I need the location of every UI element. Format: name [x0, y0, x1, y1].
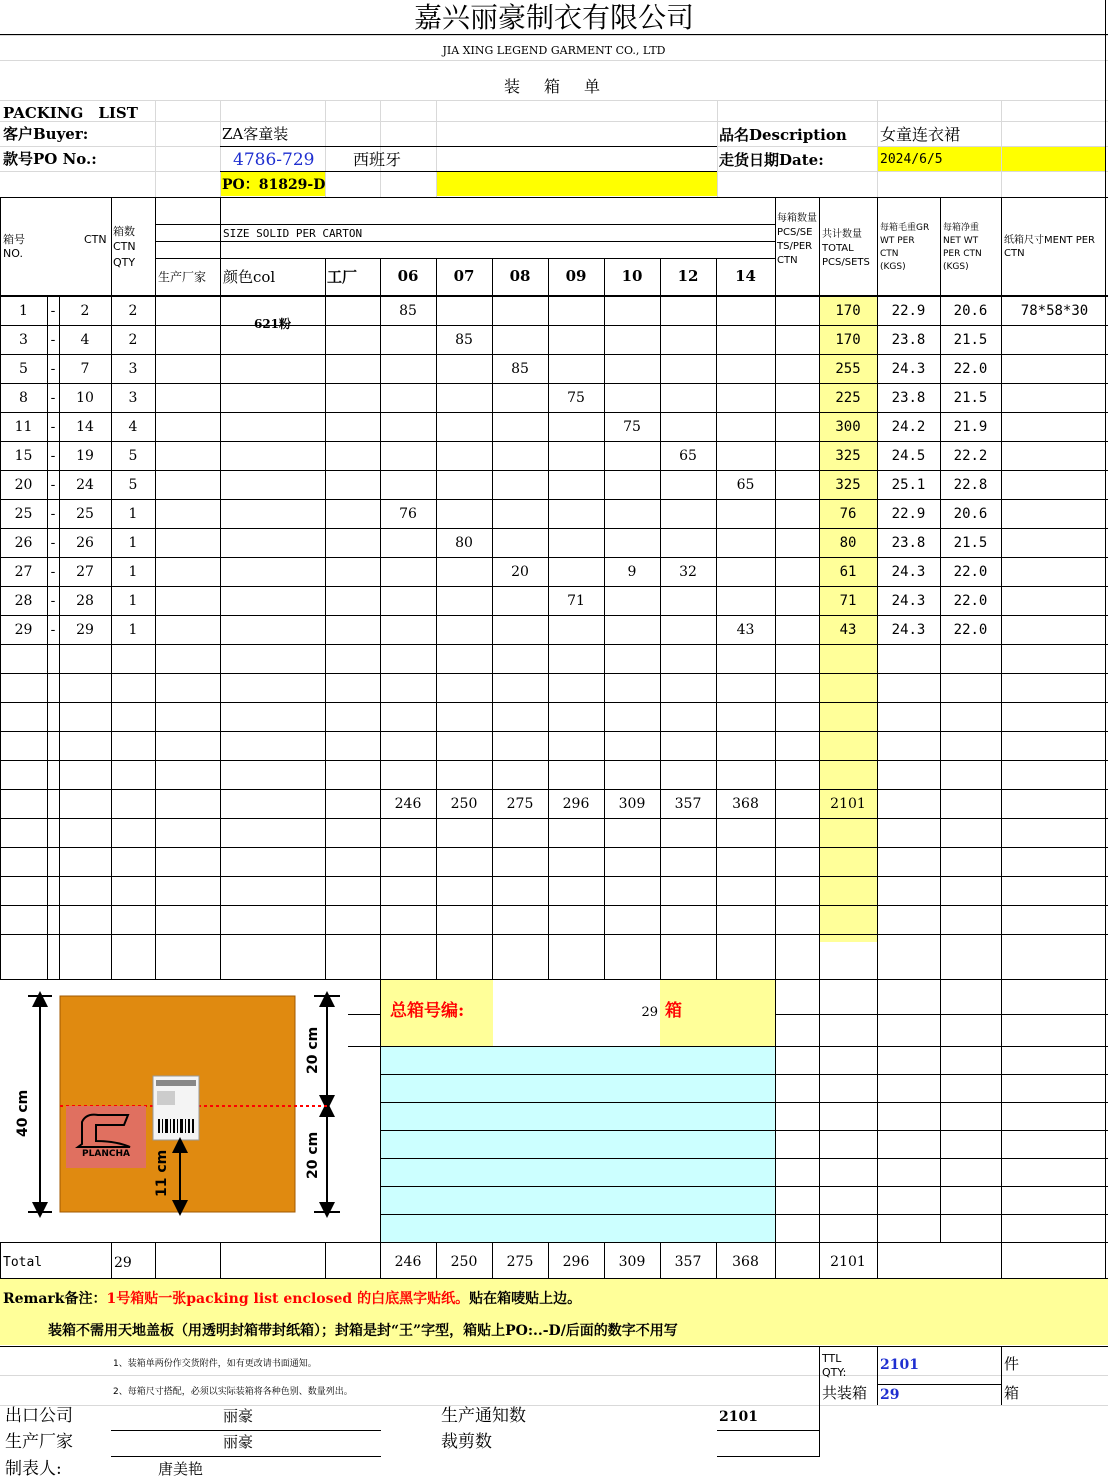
- header-factory: 工厂: [327, 268, 358, 286]
- column-line: [660, 258, 661, 979]
- remark-label: Remark备注：: [3, 1291, 107, 1307]
- row-size-qty: 80: [455, 535, 473, 551]
- remark-line-2: 装箱不需用天地盖板（用透明封箱带封纸箱）；封箱是封“王”字型，箱贴上PO:..-D/后面的数字不用写: [48, 1323, 678, 1339]
- column-line: [604, 258, 605, 979]
- rule: [155, 224, 775, 225]
- remark-black-text: 贴在箱唛贴上边。: [469, 1291, 582, 1307]
- row-net-weight: 21.5: [953, 332, 988, 348]
- row-line: [0, 905, 1108, 906]
- row-box-to: 7: [80, 361, 90, 377]
- column-line: [775, 1242, 776, 1278]
- row-box-to: 19: [76, 448, 94, 464]
- total-size: 275: [506, 1254, 534, 1270]
- row-total: 325: [835, 448, 861, 464]
- header-gross-weight: 每箱毛重GR WT PER CTN (KGS): [880, 223, 930, 273]
- row-line: [380, 1046, 775, 1047]
- rule: [0, 1346, 1108, 1347]
- rule: [0, 1278, 1108, 1279]
- row-dash: -: [50, 390, 56, 406]
- rule: [877, 1384, 1001, 1385]
- subtotal-size: 368: [732, 796, 759, 812]
- row-net-weight: 22.2: [953, 448, 988, 464]
- row-line: [775, 1046, 1108, 1047]
- row-box-from: 5: [19, 361, 28, 377]
- row-total: 43: [839, 622, 857, 638]
- row-dash: -: [50, 477, 56, 493]
- row-ctn-qty: 3: [128, 361, 138, 377]
- row-size-qty: 32: [679, 564, 697, 580]
- size-header-09: 09: [565, 267, 587, 285]
- row-size-qty: 20: [511, 564, 529, 580]
- row-size-qty: 75: [567, 390, 585, 406]
- column-line: [819, 979, 820, 1242]
- column-line: [877, 1346, 878, 1405]
- po-country: 西班牙: [353, 150, 402, 169]
- ctn-total-value: 29: [880, 1387, 900, 1403]
- row-gross-weight: 24.3: [891, 593, 926, 609]
- row-size-qty: 65: [736, 477, 755, 493]
- row-net-weight: 21.9: [953, 419, 988, 435]
- maker-value: 唐美艳: [158, 1460, 204, 1478]
- row-box-from: 3: [19, 332, 28, 348]
- row-measurement: 78*58*30: [1020, 303, 1089, 319]
- row-line: [0, 760, 1108, 761]
- row-dash: -: [50, 448, 56, 464]
- row-total: 80: [839, 535, 857, 551]
- row-total: 76: [839, 506, 857, 522]
- ctn-total-unit: 箱: [1004, 1384, 1020, 1402]
- rule: [155, 258, 775, 259]
- row-line: [775, 1014, 1108, 1015]
- row-ctn-qty: 2: [128, 332, 138, 348]
- row-dash: -: [50, 622, 56, 638]
- rule: [220, 171, 717, 172]
- row-net-weight: 20.6: [953, 303, 988, 319]
- subtotal-size: 250: [450, 796, 478, 812]
- po-number: PO：81829-D: [222, 177, 326, 193]
- column-line: [325, 1242, 326, 1278]
- row-line: [775, 1102, 1108, 1103]
- remark-red-text: 1号箱贴一张packing list enclosed 的白底黑字贴纸。: [106, 1291, 470, 1307]
- row-ctn-qty: 1: [128, 535, 138, 551]
- column-line: [877, 979, 878, 1242]
- row-total: 170: [835, 332, 861, 348]
- grid-line-light: [0, 1405, 1108, 1406]
- row-box-to: 14: [76, 419, 94, 435]
- row-gross-weight: 24.3: [891, 622, 926, 638]
- grid-line-light: [0, 1375, 1108, 1376]
- note-1: 1、装箱单两份作交货附件，如有更改请书面通知。: [113, 1359, 317, 1369]
- row-dash: -: [50, 419, 56, 435]
- row-box-to: 2: [80, 303, 90, 319]
- row-net-weight: 22.8: [953, 477, 988, 493]
- rule: [111, 1456, 381, 1457]
- column-line: [1105, 1242, 1106, 1278]
- row-dash: -: [50, 361, 56, 377]
- total-size: 250: [450, 1254, 478, 1270]
- total-size: 357: [674, 1254, 702, 1270]
- row-gross-weight: 25.1: [891, 477, 926, 493]
- row-size-qty: 9: [627, 564, 637, 580]
- header-manufacturer: 生产厂家: [158, 270, 207, 284]
- total-label: Total: [3, 1255, 43, 1270]
- column-line: [877, 1242, 878, 1278]
- buyer-value: ZA客童装: [222, 125, 289, 143]
- column-line: [325, 258, 326, 979]
- column-line: [155, 197, 156, 979]
- header-measurement: 纸箱尺寸MENT PER CTN: [1004, 235, 1096, 259]
- row-line: [380, 1102, 775, 1103]
- rule: [155, 241, 775, 242]
- column-line: [220, 1242, 221, 1278]
- row-net-weight: 22.0: [953, 361, 988, 377]
- row-ctn-qty: 1: [128, 506, 138, 522]
- total-grand: 2101: [830, 1254, 866, 1270]
- row-gross-weight: 24.5: [891, 448, 926, 464]
- grid-line-light: [0, 60, 1108, 61]
- row-line: [0, 702, 1108, 703]
- row-ctn-qty: 3: [128, 390, 138, 406]
- row-size-qty: 85: [511, 361, 529, 377]
- row-box-from: 27: [14, 564, 33, 580]
- dim-height-text: 40 cm: [15, 1089, 31, 1137]
- po-style-value: 4786-729: [233, 150, 315, 170]
- rule: [717, 1456, 820, 1457]
- row-line: [380, 1130, 775, 1131]
- row-gross-weight: 22.9: [891, 303, 926, 319]
- row-net-weight: 20.6: [953, 506, 988, 522]
- total-size: 368: [732, 1254, 759, 1270]
- carton-total-label: 总箱号编:: [390, 1001, 465, 1021]
- total-size: 296: [562, 1254, 590, 1270]
- column-line: [380, 258, 381, 979]
- row-size-qty: 71: [567, 593, 585, 609]
- maker-label: 制表人:: [5, 1459, 62, 1479]
- row-box-from: 15: [14, 448, 33, 464]
- header-net-weight: 每箱净重 NET WT PER CTN (KGS): [943, 223, 982, 273]
- row-ctn-qty: 1: [128, 564, 138, 580]
- row-box-to: 28: [76, 593, 94, 609]
- column-line: [1001, 1242, 1002, 1278]
- row-box-from: 8: [19, 390, 28, 406]
- dim-label-text: 11 cm: [154, 1149, 170, 1197]
- date-label: 走货日期Date:: [719, 151, 824, 169]
- production-notice-label: 生产通知数: [441, 1406, 526, 1426]
- row-line: [0, 847, 1108, 848]
- column-line: [0, 1242, 1, 1278]
- row-ctn-qty: 5: [128, 477, 138, 493]
- production-notice-value: 2101: [719, 1409, 758, 1425]
- row-box-from: 11: [14, 419, 33, 435]
- row-gross-weight: 23.8: [891, 535, 926, 551]
- row-box-from: 25: [14, 506, 33, 522]
- column-line: [436, 258, 437, 979]
- grid-line-light: [380, 100, 381, 197]
- doc-title-en: PACKING LIST: [3, 104, 138, 122]
- row-box-to: 24: [76, 477, 94, 493]
- subtotal-size: 296: [562, 796, 590, 812]
- row-dash: -: [50, 332, 56, 348]
- row-line: [380, 1158, 775, 1159]
- grid-line-light: [220, 100, 221, 197]
- row-line: [0, 876, 1108, 877]
- row-gross-weight: 24.2: [891, 419, 926, 435]
- manufacturer-value: 丽豪: [223, 1433, 254, 1451]
- po-extra-fill: [436, 172, 717, 196]
- row-total: 61: [839, 564, 857, 580]
- column-line: [775, 979, 776, 1242]
- row-line: [380, 1074, 775, 1075]
- row-size-qty: 75: [623, 419, 641, 435]
- export-company-value: 丽豪: [223, 1407, 254, 1425]
- row-line: [380, 1186, 775, 1187]
- row-line: [775, 1074, 1108, 1075]
- manufacturer-label: 生产厂家: [5, 1432, 73, 1452]
- company-name-en: JIA XING LEGEND GARMENT CO., LTD: [442, 44, 666, 57]
- ttl-qty-unit: 件: [1004, 1355, 1020, 1373]
- row-line: [775, 1130, 1108, 1131]
- row-gross-weight: 23.8: [891, 332, 926, 348]
- subtotal-size: 357: [674, 796, 702, 812]
- column-line: [380, 979, 381, 1242]
- remark-line-1: [3, 1292, 581, 1306]
- rule: [717, 1430, 820, 1431]
- row-ctn-qty: 4: [128, 419, 138, 435]
- row-box-to: 27: [76, 564, 94, 580]
- description-label: 品名Description: [719, 126, 847, 144]
- row-net-weight: 21.5: [953, 535, 988, 551]
- row-dash: -: [50, 506, 56, 522]
- header-box-no: 箱号 NO.: [3, 233, 25, 261]
- row-total: 325: [835, 477, 861, 493]
- row-box-to: 26: [76, 535, 94, 551]
- color-value: 621粉: [253, 317, 292, 331]
- column-line: [155, 1242, 156, 1278]
- row-ctn-qty: 1: [128, 593, 138, 609]
- row-net-weight: 22.0: [953, 593, 988, 609]
- header-color: 颜色col: [223, 268, 276, 286]
- column-line: [819, 1346, 820, 1405]
- row-total: 300: [835, 419, 861, 435]
- ctn-total-label: 共装箱: [822, 1384, 868, 1402]
- dim-top-text: 20 cm: [305, 1026, 321, 1074]
- row-ctn-qty: 1: [128, 622, 138, 638]
- grid-line-light: [155, 100, 156, 197]
- grid-line-light: [0, 100, 1108, 101]
- row-net-weight: 22.0: [953, 622, 988, 638]
- row-total: 225: [835, 390, 861, 406]
- plancha-text: PLANCHA: [82, 1149, 130, 1159]
- row-line: [775, 1186, 1108, 1187]
- dim-bottom-text: 20 cm: [305, 1131, 321, 1179]
- rule: [220, 146, 717, 147]
- carton-total-count: 29: [641, 1005, 658, 1020]
- description-value: 女童连衣裙: [880, 125, 961, 144]
- size-header-12: 12: [677, 267, 699, 285]
- header-size-solid: SIZE SOLID PER CARTON: [223, 227, 363, 240]
- dim-height-arrow: [28, 996, 52, 1212]
- subtotal-size: 309: [618, 796, 646, 812]
- column-line: [111, 1242, 112, 1278]
- row-box-to: 29: [76, 622, 94, 638]
- total-size: 246: [394, 1254, 422, 1270]
- row-total: 255: [835, 361, 861, 377]
- rule: [0, 34, 1108, 35]
- size-header-07: 07: [453, 267, 475, 285]
- total-size: 309: [618, 1254, 646, 1270]
- column-line: [548, 258, 549, 979]
- row-gross-weight: 22.9: [891, 506, 926, 522]
- row-line: [380, 1214, 775, 1215]
- row-line: [0, 934, 1108, 935]
- row-size-qty: 65: [679, 448, 697, 464]
- grid-line-light: [717, 100, 718, 197]
- row-line: [775, 1214, 1108, 1215]
- po-label: 款号PO No.:: [3, 150, 97, 168]
- doc-title-cn: 装 箱 单: [503, 77, 604, 96]
- row-box-to: 10: [76, 390, 94, 406]
- ttl-qty-value: 2101: [880, 1357, 919, 1373]
- row-ctn-qty: 2: [128, 303, 138, 319]
- column-line: [220, 197, 221, 979]
- export-company-label: 出口公司: [5, 1406, 73, 1426]
- header-ctn: CTN: [84, 233, 107, 246]
- row-net-weight: 22.0: [953, 564, 988, 580]
- row-box-from: 26: [14, 535, 33, 551]
- row-total: 71: [839, 593, 857, 609]
- row-dash: -: [50, 593, 56, 609]
- size-header-10: 10: [621, 267, 643, 285]
- carton-total-unit: 箱: [665, 1001, 682, 1021]
- column-line: [1105, 979, 1106, 1242]
- note-2: 2、每箱尺寸搭配，必须以实际装箱将各种色别、数量列出。: [113, 1387, 353, 1397]
- row-net-weight: 21.5: [953, 390, 988, 406]
- header-ctn-qty: 箱数 CTN QTY: [113, 225, 136, 269]
- ttl-qty-label: TTL QTY:: [822, 1352, 847, 1380]
- subtotal-size: 275: [506, 796, 534, 812]
- row-box-from: 28: [14, 593, 33, 609]
- header-total-pcs: 共计数量 TOTAL PCS/SETS: [822, 229, 870, 268]
- row-gross-weight: 23.8: [891, 390, 926, 406]
- row-size-qty: 85: [399, 303, 417, 319]
- row-box-to: 25: [76, 506, 94, 522]
- rule: [0, 1242, 1108, 1243]
- company-name-cn: 嘉兴丽豪制衣有限公司: [413, 1, 694, 34]
- column-line: [775, 197, 776, 979]
- barcode-label-icon: [153, 1076, 199, 1140]
- grid-line-light: [877, 100, 878, 197]
- total-ctn: 29: [114, 1255, 132, 1271]
- row-total: 170: [835, 303, 861, 319]
- rule: [0, 197, 1108, 198]
- row-size-qty: 76: [399, 506, 417, 522]
- row-box-from: 20: [14, 477, 33, 493]
- row-dash: -: [50, 564, 56, 580]
- cut-quantity-label: 裁剪数: [441, 1432, 492, 1452]
- carton-info-fill: [380, 1046, 775, 1242]
- row-line: [775, 1158, 1108, 1159]
- size-header-06: 06: [397, 267, 419, 285]
- row-line: [0, 673, 1108, 674]
- row-size-qty: 43: [736, 622, 755, 638]
- grid-line-light: [0, 121, 1108, 122]
- row-size-qty: 85: [455, 332, 473, 348]
- row-box-from: 29: [14, 622, 33, 638]
- row-ctn-qty: 5: [128, 448, 138, 464]
- subtotal-total: 2101: [830, 796, 866, 812]
- column-line: [1001, 1346, 1002, 1405]
- grid-line-light: [1001, 100, 1002, 197]
- size-header-08: 08: [509, 267, 531, 285]
- column-line: [940, 979, 941, 1242]
- grid-line-light: [436, 100, 437, 197]
- date-value: 2024/6/5: [880, 152, 943, 167]
- row-gross-weight: 24.3: [891, 564, 926, 580]
- carton-diagram: [0, 979, 378, 1242]
- buyer-label: 客户Buyer:: [3, 125, 89, 143]
- row-dash: -: [50, 303, 56, 319]
- subtotal-size: 246: [394, 796, 422, 812]
- size-header-14: 14: [735, 267, 756, 285]
- column-line: [1001, 979, 1002, 1242]
- row-box-to: 4: [80, 332, 90, 348]
- header-pcs-per-ctn: 每箱数量 PCS/SE TS/PER CTN: [777, 213, 817, 266]
- rule: [111, 1430, 381, 1431]
- row-line: [0, 731, 1108, 732]
- row-gross-weight: 24.3: [891, 361, 926, 377]
- row-dash: -: [50, 535, 56, 551]
- grid-line-light: [0, 35, 1108, 36]
- row-box-from: 1: [19, 303, 28, 319]
- column-line: [819, 1405, 820, 1456]
